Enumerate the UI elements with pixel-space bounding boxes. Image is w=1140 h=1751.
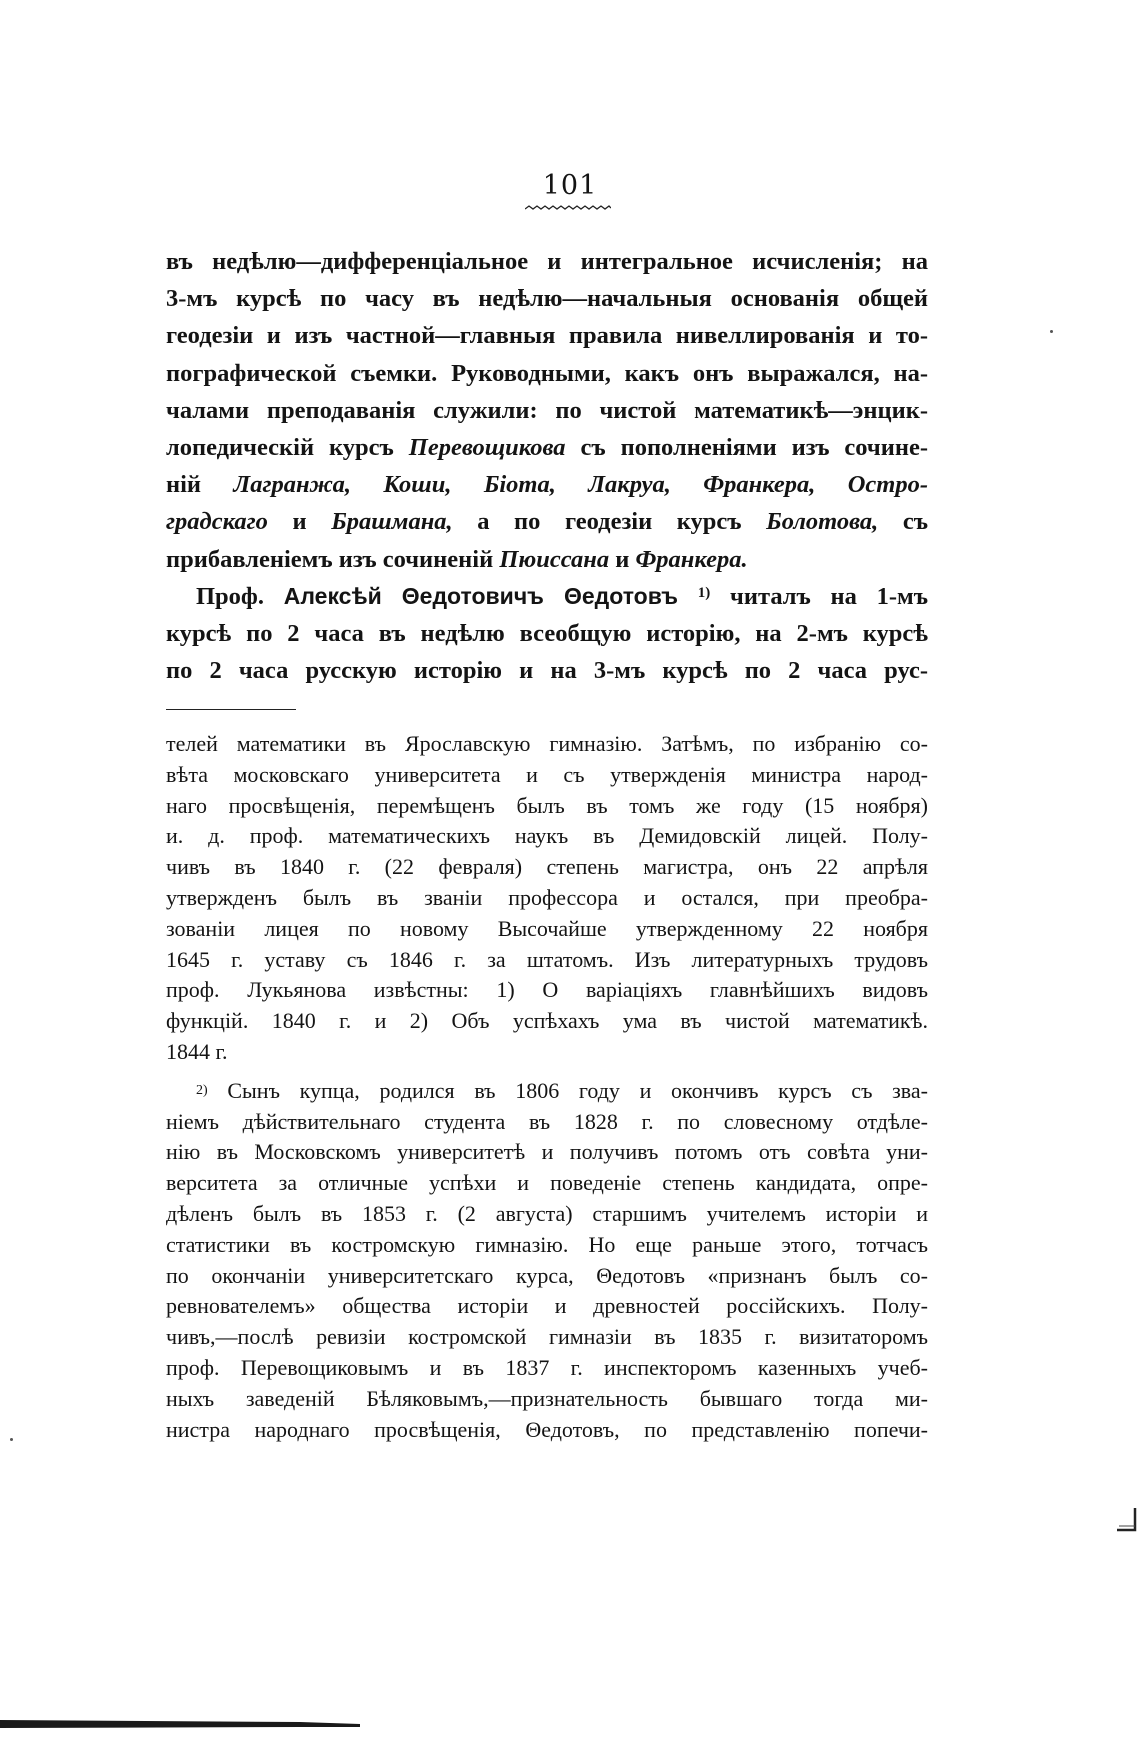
scan-bottom-strip — [0, 1718, 360, 1730]
footnote-line: 1645 г. уставу съ 1846 г. за штатомъ. Изъ литературныхъ трудовъ — [166, 946, 928, 972]
professor-name: Алексѣй Θедотовичъ Θедотовъ — [283, 582, 679, 609]
text-segment: и — [292, 508, 307, 536]
footnote-ref: 1) — [697, 584, 711, 601]
scan-edge-mark — [1115, 1508, 1137, 1532]
text-segment: а по геодезіи курсъ — [477, 508, 742, 536]
author-name: Франкера, — [703, 471, 816, 499]
text-line — [166, 466, 928, 503]
footnotes — [166, 729, 928, 1445]
footnote-rule — [166, 709, 296, 710]
footnote-line: чивъ,—послѣ ревизіи костромской гимназіи въ 1835 г. визитаторомъ — [166, 1324, 928, 1350]
footnote-line: проф. Перевощиковымъ и въ 1837 г. инспекторомъ казенныхъ учеб- — [166, 1354, 928, 1380]
author-name: градскаго — [166, 508, 268, 536]
footnote-line: утвержденъ былъ въ званіи профессора и остался, при преобра- — [166, 884, 928, 910]
footnote-line: наго просвѣщенія, перемѣщенъ былъ въ томъ же году (15 ноября) — [166, 792, 928, 818]
footnote-line: зованіи лицея по новому Высочайше утвержденному 22 ноября — [166, 915, 928, 941]
text-segment: съ — [902, 508, 929, 536]
text-line: геодезіи и изъ частной—главныя правила нивеллированія и то- — [166, 322, 928, 350]
text-segment: и — [615, 545, 630, 573]
main-text — [166, 243, 928, 689]
footnote-line: ныхъ заведеній Бѣляковымъ,—признательность бывшаго тогда ми- — [166, 1385, 928, 1411]
text-segment: съ пополненіями изъ сочине- — [580, 433, 928, 461]
footnote-gap — [166, 1068, 928, 1076]
author-name: Остро- — [847, 471, 929, 499]
text-line: 3-мъ курсѣ по часу въ недѣлю—начальныя основанія общей — [166, 285, 928, 313]
text-line — [166, 503, 928, 540]
footnote-line: функцій. 1840 г. и 2) Объ успѣхахъ ума въ чистой математикѣ. — [166, 1008, 928, 1034]
text-line: въ недѣлю—дифференціальное и интегральное исчисленія; на — [166, 248, 928, 275]
text-line: по 2 часа русскую исторію и на 3-мъ курсѣ по 2 часа рус- — [166, 657, 928, 685]
author-name: Лакруа, — [588, 471, 671, 499]
author-name: Болотова, — [766, 508, 879, 536]
page-number-ornament — [525, 204, 611, 212]
author-name: Біота, — [483, 471, 556, 499]
author-name: Коши, — [383, 471, 452, 499]
footnote-line: верситета за отличные успѣхи и поведеніе степень кандидата, опре- — [166, 1170, 928, 1196]
text-line: курсѣ по 2 часа въ недѣлю всеобщую исторію, на 2-мъ курсѣ — [166, 619, 928, 647]
footnote-line: телей математики въ Ярославскую гимназію. Затѣмъ, по избранію со- — [166, 731, 928, 756]
text-segment: Сынъ купца, родился въ 1806 году и окончивъ курсъ съ зва- — [227, 1077, 928, 1103]
text-line: чалами преподаванія служили: по чистой математикѣ—энцик- — [166, 396, 928, 424]
footnote-line: проф. Лукьянова извѣстны: 1) О варіаціяхъ главнѣйшихъ видовъ — [166, 977, 928, 1003]
author-name: Пюиссана — [499, 545, 610, 573]
author-name: Перевощикова — [408, 433, 566, 461]
footnote-line: дѣленъ былъ въ 1853 г. (2 августа) старшимъ учителемъ исторіи и — [166, 1200, 928, 1226]
text-line: пографической съемки. Руководными, какъ онъ выражался, на- — [166, 359, 928, 387]
text-segment: Проф. — [196, 582, 265, 610]
text-line — [166, 578, 928, 615]
footnote-line: статистики въ костромскую гимназію. Но еще раньше этого, тотчасъ — [166, 1231, 928, 1257]
footnote-line: вѣта московскаго университета и съ утвержденія министра народ- — [166, 761, 928, 787]
text-line — [166, 429, 928, 466]
footnote-line: 1844 г. — [166, 1038, 228, 1064]
footnote-line: нистра народнаго просвѣщенія, Θедотовъ, по представленію попечи- — [166, 1416, 928, 1442]
scan-speck — [1050, 330, 1053, 333]
text-segment: лопедическій курсъ — [166, 433, 394, 461]
author-name: Лагранжа, — [233, 471, 351, 499]
footnote-line: нію въ Московскомъ университетѣ и получивъ потомъ отъ совѣта уни- — [166, 1139, 928, 1165]
author-name: Франкера. — [635, 545, 748, 573]
text-line — [166, 541, 928, 578]
footnote-line: по окончаніи университетскаго курса, Θедотовъ «признанъ былъ со- — [166, 1262, 928, 1288]
scan-speck — [10, 1438, 13, 1441]
text-segment: прибавленіемъ изъ сочиненій — [166, 545, 494, 573]
footnote-line: и. д. проф. математическихъ наукъ въ Демидовскій лицей. Полу- — [166, 823, 928, 849]
footnote-line — [166, 1076, 928, 1107]
footnote-line: ніемъ дѣйствительнаго студента въ 1828 г. по словесному отдѣле- — [166, 1108, 928, 1134]
page-number: 101 — [542, 170, 598, 201]
footnote-marker: 2) — [196, 1082, 208, 1098]
text-segment: читалъ на 1-мъ — [730, 582, 929, 610]
footnote-line: чивъ въ 1840 г. (22 февраля) степень магистра, онъ 22 апрѣля — [166, 854, 928, 880]
footnote-line: ревнователемъ» общества исторіи и древностей россійскихъ. Полу- — [166, 1293, 928, 1319]
author-name: Брашмана, — [331, 508, 453, 536]
text-segment: ній — [166, 471, 202, 499]
